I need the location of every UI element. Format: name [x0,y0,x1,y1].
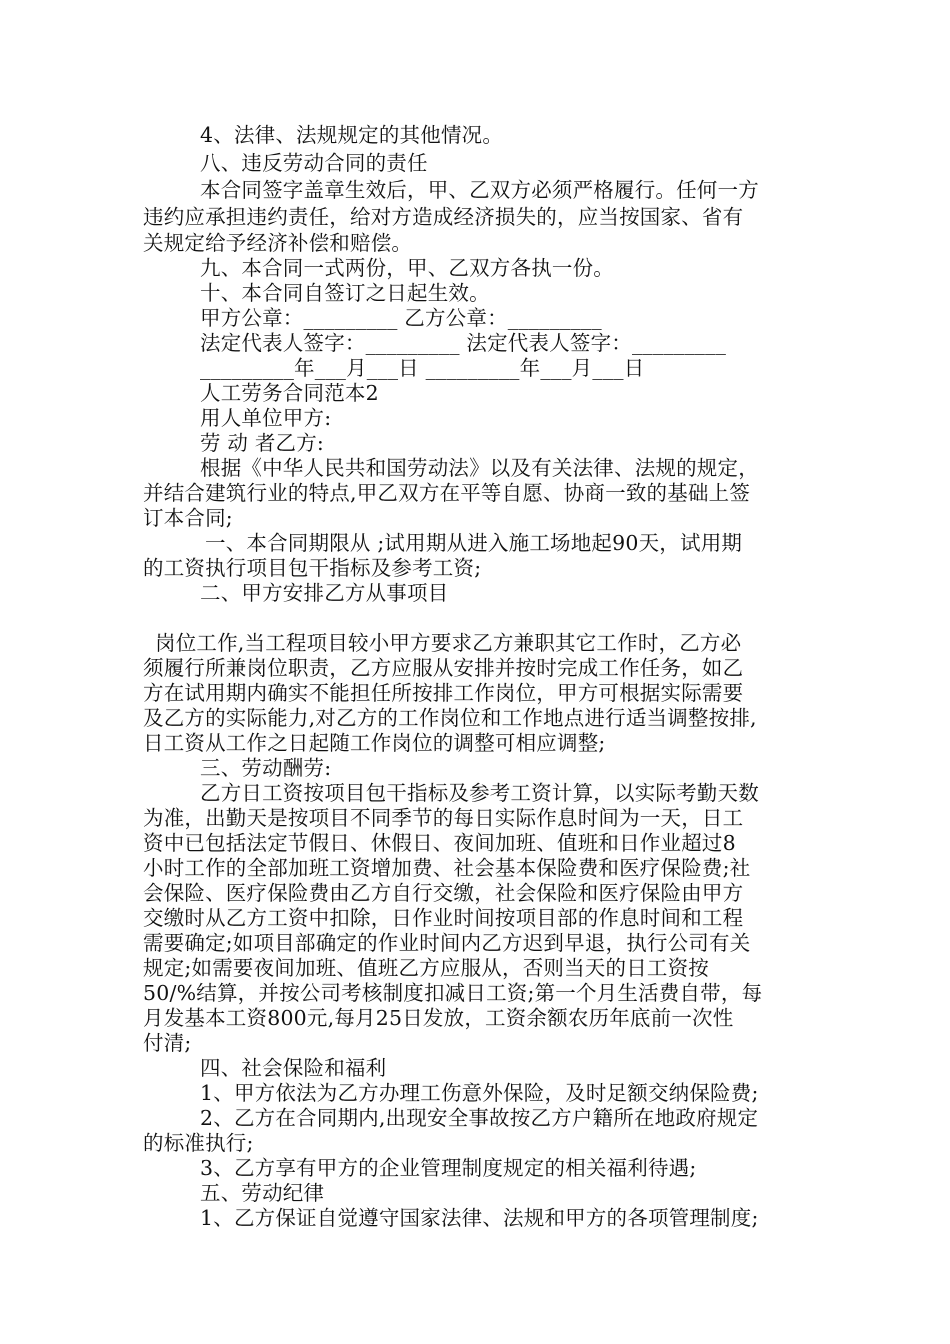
seal-line: 甲方公章：_________ 乙方公章：_________ [200,306,602,330]
text-line: 本合同签字盖章生效后，甲、乙双方必须严格履行。任何一方 [200,178,759,202]
section-heading: 四、社会保险和福利 [200,1056,387,1080]
text-line: 付清; [143,1031,192,1055]
text-line: 4、法律、法规规定的其他情况。 [200,123,504,147]
party-b-line: 劳 动 者乙方: [200,431,325,455]
text-line: 1、乙方保证自觉遵守国家法律、法规和甲方的各项管理制度; [200,1206,759,1230]
date-line: _________年___月___日 _________年___月___日 [200,356,645,380]
text-line: 须履行所兼岗位职责，乙方应服从安排并按时完成工作任务，如乙 [143,656,744,680]
text-line: 日工资从工作之日起随工作岗位的调整可相应调整; [143,731,606,755]
text-line: 会保险、医疗保险费由乙方自行交缴，社会保险和医疗保险由甲方 [143,881,744,905]
text-line: 订本合同; [143,506,233,530]
party-a-line: 用人单位甲方: [200,406,332,430]
text-line: 交缴时从乙方工资中扣除，日作业时间按项目部的作息时间和工程 [143,906,744,930]
text-line: 关规定给予经济补偿和赔偿。 [143,231,413,255]
text-line: 50/%结算，并按公司考核制度扣减日工资;第一个月生活费自带，每 [143,981,763,1005]
text-line: 为准，出勤天是按项目不同季节的每日实际作息时间为一天，日工 [143,806,744,830]
text-line: 1、甲方依法为乙方办理工伤意外保险，及时足额交纳保险费; [200,1081,759,1105]
text-line: 规定;如需要夜间加班、值班乙方应服从，否则当天的日工资按 [143,956,710,980]
section-heading: 三、劳动酬劳: [200,756,332,780]
signature-line: 法定代表人签字：_________ 法定代表人签字：_________ [200,331,727,355]
section-heading: 五、劳动纪律 [200,1181,325,1205]
text-line: 的标准执行; [143,1131,254,1155]
text-line: 一、本合同期限从 ;试用期从进入施工场地起90天，试用期 [205,531,743,555]
text-line: 岗位工作,当工程项目较小甲方要求乙方兼职其它工作时，乙方必 [155,631,742,655]
document-title: 人工劳务合同范本2 [200,381,379,405]
text-line: 资中已包括法定节假日、休假日、夜间加班、值班和日作业超过8 [143,831,736,855]
section-heading: 二、甲方安排乙方从事项目 [200,581,449,605]
text-line: 违约应承担违约责任，给对方造成经济损失的，应当按国家、省有 [143,205,744,229]
text-line: 需要确定;如项目部确定的作业时间内乙方迟到早退，执行公司有关 [143,931,751,955]
text-line: 及乙方的实际能力,对乙方的工作岗位和工作地点进行适当调整按排, [143,706,757,730]
text-line: 十、本合同自签订之日起生效。 [200,281,490,305]
text-line: 并结合建筑行业的特点,甲乙双方在平等自愿、协商一致的基础上签 [143,481,751,505]
text-line: 月发基本工资800元,每月25日发放，工资余额农历年底前一次性 [143,1006,734,1030]
text-line: 2、乙方在合同期内,出现安全事故按乙方户籍所在地政府规定 [200,1106,759,1130]
text-line: 方在试用期内确实不能担任所按排工作岗位，甲方可根据实际需要 [143,681,744,705]
text-line: 小时工作的全部加班工资增加费、社会基本保险费和医疗保险费;社 [143,856,751,880]
section-heading: 八、违反劳动合同的责任 [200,151,428,175]
text-line: 九、本合同一式两份，甲、乙双方各执一份。 [200,256,614,280]
text-line: 3、乙方享有甲方的企业管理制度规定的相关福利待遇; [200,1156,697,1180]
text-line: 乙方日工资按项目包干指标及参考工资计算，以实际考勤天数 [200,781,759,805]
text-line: 根据《中华人民共和国劳动法》以及有关法律、法规的规定， [200,456,759,480]
text-line: 的工资执行项目包干指标及参考工资; [143,556,482,580]
